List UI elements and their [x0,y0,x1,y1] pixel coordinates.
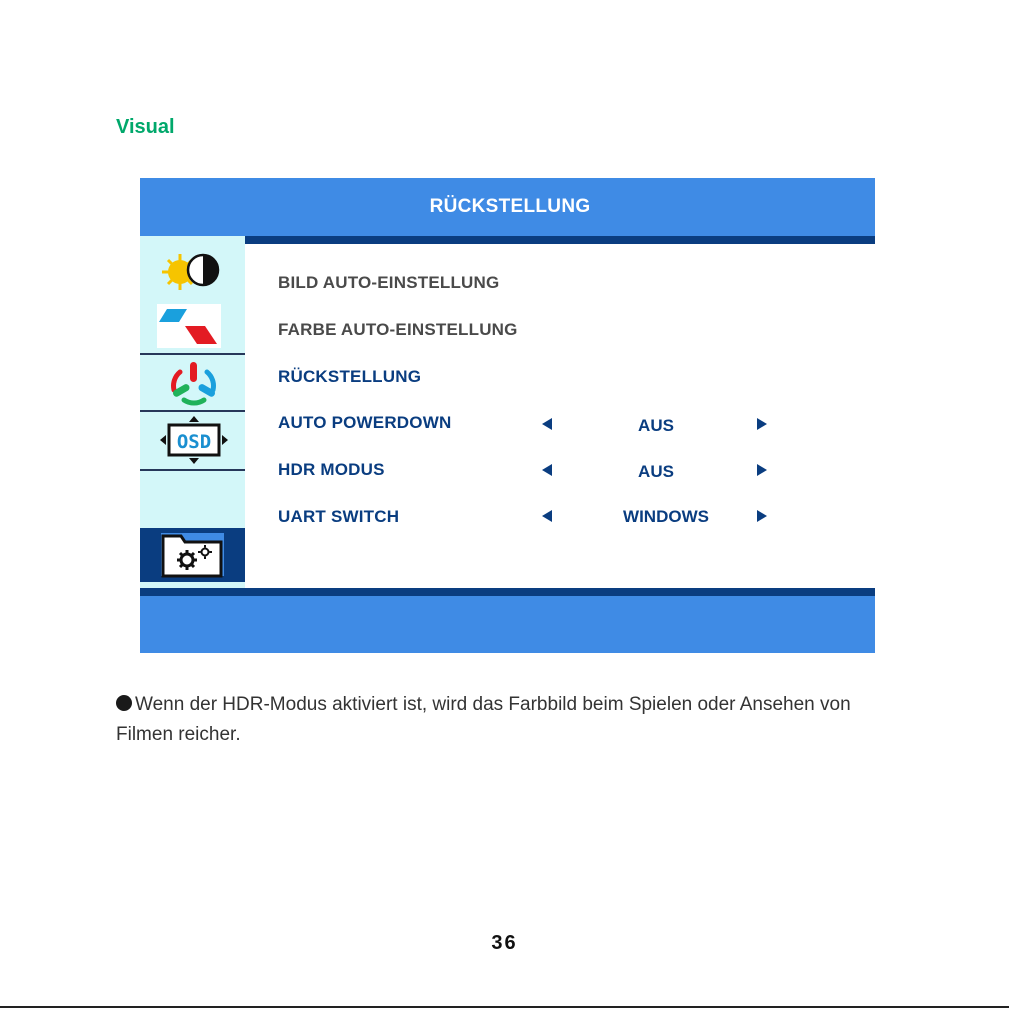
auto-powerdown-value: AUS [638,416,674,435]
sidebar-divider [140,353,245,355]
osd-header [140,178,875,236]
footer-divider [140,588,875,596]
sidebar-divider [140,410,245,412]
osd-content [245,244,875,588]
svg-text:OSD: OSD [176,431,212,453]
menu-item-bild-auto[interactable]: BILD AUTO-EINSTELLUNG [278,273,500,292]
uart-switch-value: WINDOWS [623,507,709,526]
color-icon[interactable] [157,304,221,348]
menu-item-farbe-auto[interactable]: FARBE AUTO-EINSTELLUNG [278,320,518,339]
header-divider [245,236,875,244]
menu-item-uart-switch[interactable]: UART SWITCH [278,507,400,526]
section-title: Visual [116,116,175,138]
menu-item-rueckstellung[interactable]: RÜCKSTELLUNG [278,367,422,386]
note-text: Wenn der HDR-Modus aktiviert ist, wird das Farbbild beim Spielen oder Ansehen von Filmen reicher. [116,694,851,745]
note-paragraph [116,690,896,750]
osd-header-title: RÜCKSTELLUNG [429,196,591,217]
rgb-color-icon[interactable] [164,360,224,408]
osd-settings-icon[interactable] [158,414,230,466]
menu-item-auto-powerdown[interactable]: AUTO POWERDOWN [278,413,452,432]
page-bottom-rule [0,1006,1009,1008]
system-settings-icon[interactable] [161,528,223,580]
page-number: 36 [491,932,518,954]
arrow-right-icon[interactable] [757,418,767,430]
arrow-right-icon[interactable] [757,464,767,476]
arrow-right-icon[interactable] [757,510,767,522]
arrow-left-icon[interactable] [542,510,552,522]
arrow-left-icon[interactable] [542,464,552,476]
hdr-modus-value: AUS [638,462,674,481]
menu-item-hdr-modus[interactable]: HDR MODUS [278,460,385,479]
bullet-icon [116,695,132,711]
arrow-left-icon[interactable] [542,418,552,430]
sidebar-divider [140,469,245,471]
osd-menu [140,178,875,653]
brightness-contrast-icon[interactable] [160,251,226,293]
osd-footer [140,596,875,653]
